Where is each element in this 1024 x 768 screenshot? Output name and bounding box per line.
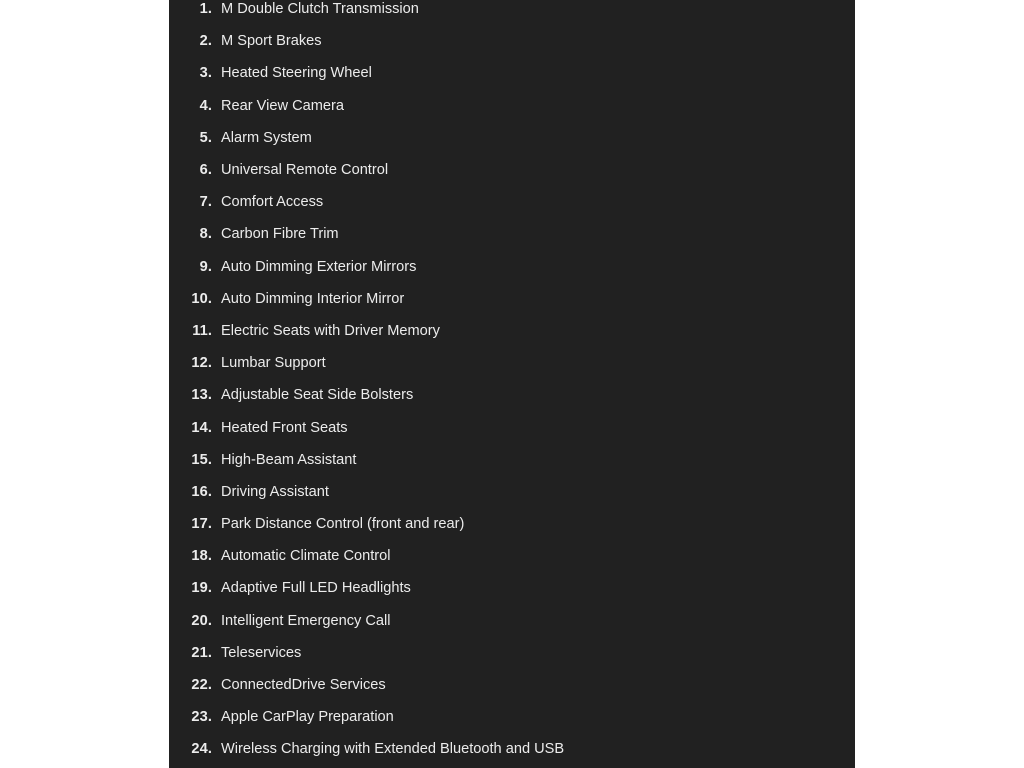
list-item-label: ConnectedDrive Services (221, 677, 386, 694)
list-item-label: Electric Seats with Driver Memory (221, 322, 440, 339)
list-item-number: 17. (191, 516, 212, 533)
list-item (169, 637, 855, 669)
list-item-label: Carbon Fibre Trim (221, 226, 339, 243)
list-item-label: Heated Front Seats (221, 419, 348, 436)
list-item (169, 476, 855, 508)
list-item (169, 315, 855, 347)
list-item-label: Park Distance Control (front and rear) (221, 516, 465, 533)
list-item-number: 2. (199, 33, 212, 50)
list-item-number: 16. (191, 483, 212, 500)
list-item (169, 122, 855, 154)
list-item-number: 15. (191, 451, 212, 468)
list-item-label: Heated Steering Wheel (221, 65, 372, 82)
list-item (169, 540, 855, 572)
list-item-label: Lumbar Support (221, 355, 326, 372)
list-item-number: 18. (191, 548, 212, 565)
list-item (169, 90, 855, 122)
list-item-label: M Sport Brakes (221, 33, 322, 50)
list-item-label: Auto Dimming Exterior Mirrors (221, 258, 417, 275)
list-item (169, 218, 855, 250)
list-item (169, 154, 855, 186)
list-item-label: Apple CarPlay Preparation (221, 709, 394, 726)
list-item (169, 25, 855, 57)
list-item (169, 411, 855, 443)
list-item (169, 251, 855, 283)
list-item-label: Adaptive Full LED Headlights (221, 580, 411, 597)
list-item-label: Wireless Charging with Extended Bluetooth and USB (221, 741, 565, 758)
list-item (169, 283, 855, 315)
list-item-number: 6. (199, 162, 212, 179)
list-item-label: Adjustable Seat Side Bolsters (221, 387, 414, 404)
list-item-number: 7. (199, 194, 212, 211)
list-item-number: 10. (191, 290, 212, 307)
list-item (169, 379, 855, 411)
list-item-number: 12. (191, 355, 212, 372)
list-item (169, 444, 855, 476)
list-item-number: 23. (191, 709, 212, 726)
list-item-number: 3. (199, 65, 212, 82)
list-item-label: Universal Remote Control (221, 162, 389, 179)
list-item-number: 4. (199, 97, 212, 114)
chat-response-panel (169, 0, 855, 768)
list-item (169, 0, 855, 25)
list-item (169, 508, 855, 540)
list-item-number: 22. (191, 677, 212, 694)
feature-list (169, 0, 855, 766)
list-item (169, 733, 855, 765)
list-item-number: 21. (191, 644, 212, 661)
list-item-number: 8. (199, 226, 212, 243)
list-item-number: 5. (199, 129, 212, 146)
list-item-label: Automatic Climate Control (221, 548, 391, 565)
list-item-label: M Double Clutch Transmission (221, 1, 419, 18)
list-item-label: Comfort Access (221, 194, 324, 211)
list-item (169, 669, 855, 701)
list-item-label: Intelligent Emergency Call (221, 612, 391, 629)
list-item (169, 57, 855, 89)
list-item-label: Teleservices (221, 644, 302, 661)
list-item-label: Rear View Camera (221, 97, 345, 114)
list-item (169, 186, 855, 218)
list-item-number: 19. (191, 580, 212, 597)
list-item (169, 701, 855, 733)
list-item (169, 347, 855, 379)
list-item-label: Auto Dimming Interior Mirror (221, 290, 405, 307)
list-item-number: 14. (191, 419, 212, 436)
list-item-label: High-Beam Assistant (221, 451, 357, 468)
list-item-number: 24. (191, 741, 212, 758)
list-item (169, 605, 855, 637)
list-item-number: 20. (191, 612, 212, 629)
list-item-label: Alarm System (221, 129, 312, 146)
list-item-number: 9. (199, 258, 212, 275)
list-item-number: 13. (191, 387, 212, 404)
list-item-label: Driving Assistant (221, 483, 329, 500)
list-item-number: 11. (192, 322, 212, 339)
list-item (169, 572, 855, 604)
list-item-number: 1. (199, 1, 212, 18)
